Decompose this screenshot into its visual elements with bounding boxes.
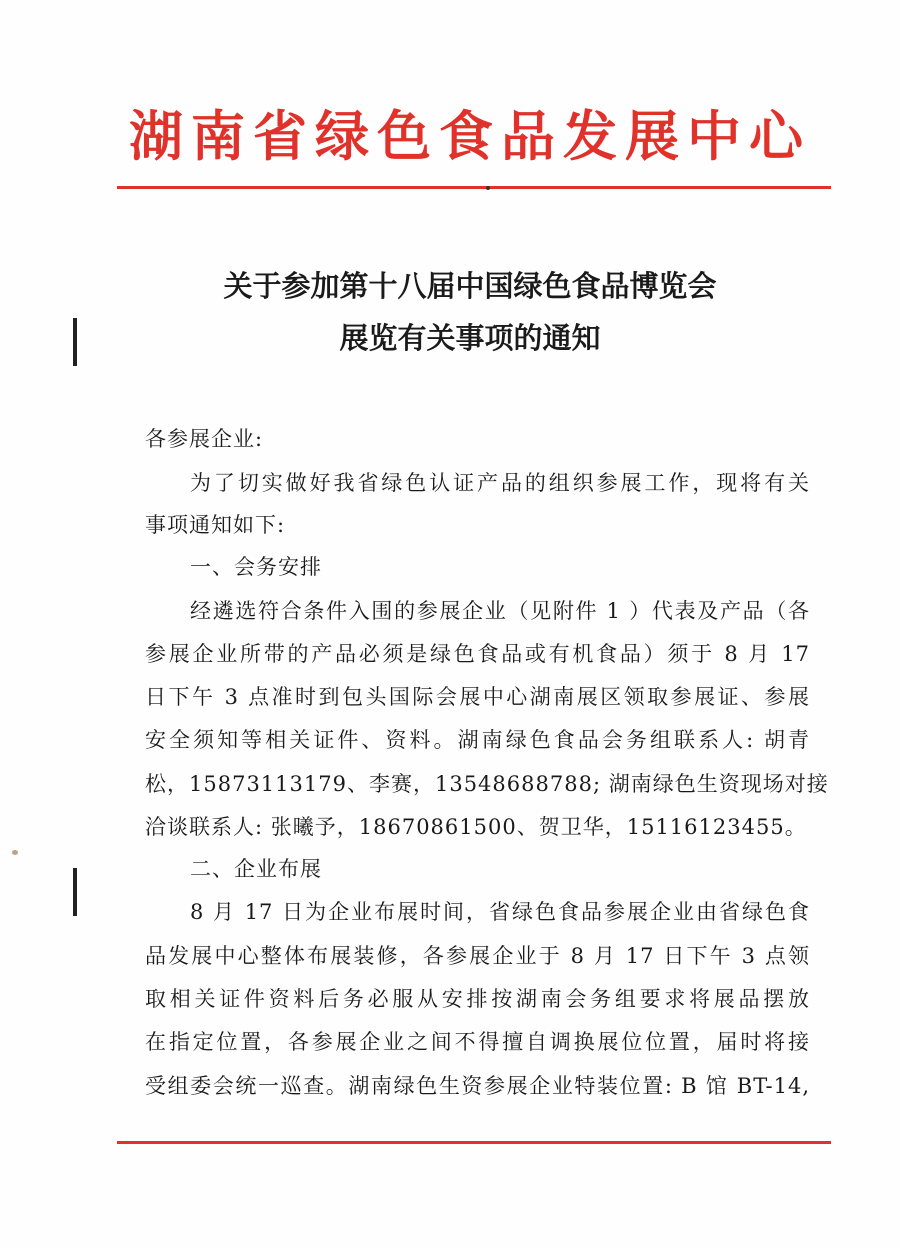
- intro-paragraph-line: 事项通知如下:: [145, 513, 286, 537]
- body-text-line: 松，15873113179、李赛，13548688788; 湖南绿色生资现场对接: [145, 772, 829, 796]
- notice-title-line-1: 关于参加第十八届中国绿色食品博览会: [223, 269, 717, 303]
- footer-red-rule: [117, 1141, 831, 1144]
- body-text-line: 经遴选符合条件入围的参展企业（见附件 1 ）代表及产品（各: [190, 599, 810, 623]
- body-text-line: 取相关证件资料后务必服从安排按湖南会务组要求将展品摆放: [145, 987, 810, 1011]
- salutation: 各参展企业:: [145, 427, 264, 451]
- body-text-line: 安全须知等相关证件、资料。湖南绿色食品会务组联系人: 胡青: [145, 728, 810, 752]
- notice-title-line-2: 展览有关事项的通知: [339, 321, 601, 355]
- binding-mark: [73, 868, 77, 916]
- body-text-line: 参展企业所带的产品必须是绿色食品或有机食品）须于 8 月 17: [145, 642, 810, 666]
- binding-mark: [73, 318, 77, 366]
- section-heading: 二、企业布展: [190, 857, 322, 881]
- scan-speck: [12, 850, 18, 855]
- body-text-line: 受组委会统一巡查。湖南绿色生资参展企业特装位置: B 馆 BT-14,: [145, 1074, 810, 1098]
- letterhead-org-name: 湖南省绿色食品发展中心: [129, 105, 811, 168]
- body-text-line: 品发展中心整体布展装修，各参展企业于 8 月 17 日下午 3 点领: [145, 944, 810, 968]
- letterhead-red-rule: [117, 186, 831, 189]
- section-heading: 一、会务安排: [190, 555, 322, 579]
- body-text-line: 洽谈联系人: 张曦予，18670861500、贺卫华，15116123455。: [145, 815, 807, 839]
- intro-paragraph-line: 为了切实做好我省绿色认证产品的组织参展工作，现将有关: [190, 471, 810, 495]
- body-text-line: 8 月 17 日为企业布展时间，省绿色食品参展企业由省绿色食: [190, 900, 810, 924]
- body-text-line: 日下午 3 点准时到包头国际会展中心湖南展区领取参展证、参展: [145, 685, 810, 709]
- scan-speck: [486, 186, 490, 190]
- body-text-line: 在指定位置，各参展企业之间不得擅自调换展位位置，届时将接: [145, 1030, 810, 1054]
